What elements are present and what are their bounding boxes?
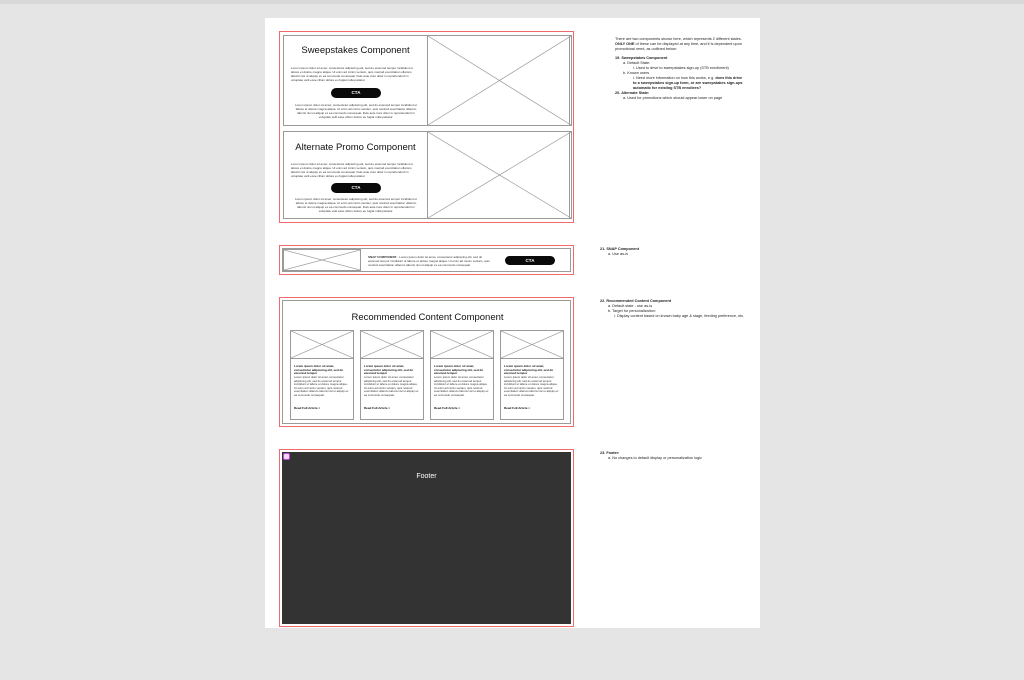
notes-recommended: 22. Recommended Content Component a. Default state - use as-is b. Target for personalization: i. Display content based on known baby age & stage, feeding preference, etc. [600, 299, 745, 318]
alternate-body-top: Lorem ipsum dolor sit amet, consectetur adipiscing elit, sed do eiusmod tempor incididunt ut labore et dolore magna aliqua. Ut enim ad minim veniam, quis nostrud exercitation ullamco laboris nisi ut aliquip ex ea commodo consequat. Duis aute irure dolor in reprehenderit in voluptate velit esse cillum dolore eu fugiat nulla pariatur. [291, 162, 414, 178]
card-title: Lorem ipsum dolor sit amet, consectetur adipiscing elit, sed do eiusmod tempor [504, 364, 554, 376]
recommended-frame[interactable] [279, 297, 574, 427]
notes-intro: There are two components shown here, which represents 2 different states. ONLY ONE of these can be displayed at any time, and it is dependent upon promotional need, as outlined below: 19. Sweepstakes Component a. Default State: i. Used to drive to sweepstakes sign-up (STB enrollment) b. Known users i. Need more information on how this works, e.g. does this drive to a sweepstakes sign-up form, or are sweepstakes sign-ups automatic for existing STB enrollees? 20. Alternate State: a. Used for promotions which should appear lower on page [615, 37, 743, 100]
recommended-content-component [282, 300, 571, 424]
canvas-top-strip [0, 0, 1024, 4]
snap-cta-button[interactable]: CTA [505, 256, 555, 265]
card-body: Lorem ipsum dolor sit amet, consectetur adipiscing elit, sed do eiusmod tempor incididunt ut labore et dolore magna aliqua. Ut enim ad minim veniam, quis nostrud exercitation ullamco laboris nisi ut aliquip ex ea commodo consequat. [504, 375, 559, 397]
card-body: Lorem ipsum dolor sit amet, consectetur adipiscing elit, sed do eiusmod tempor incididunt ut labore et dolore magna aliqua. Ut enim ad minim veniam, quis nostrud exercitation ullamco laboris nisi ut aliquip ex ea commodo consequat. [364, 375, 419, 397]
card-title: Lorem ipsum dolor sit amet, consectetur adipiscing elit, sed do eiusmod tempor [364, 364, 414, 376]
alternate-promo-component [283, 131, 570, 219]
sweepstakes-body-top: Lorem ipsum dolor sit amet, consectetur adipiscing elit, sed do eiusmod tempor incididunt ut labore et dolore magna aliqua. Ut enim ad minim veniam, quis nostrud exercitation ullamco laboris nisi ut aliquip ex ea commodo consequat. Duis aute irure dolor in reprehenderit in voluptate velit esse cillum dolore eu fugiat nulla pariatur. [291, 66, 414, 82]
card-body: Lorem ipsum dolor sit amet, consectetur adipiscing elit, sed do eiusmod tempor incididunt ut labore et dolore magna aliqua. Ut enim ad minim veniam, quis nostrud exercitation ullamco laboris nisi ut aliquip ex ea commodo consequat. [434, 375, 489, 397]
card-title: Lorem ipsum dolor sit amet, consectetur adipiscing elit, sed do eiusmod tempor [294, 364, 344, 376]
alternate-image-placeholder [427, 131, 572, 219]
content-card[interactable] [500, 330, 564, 420]
snap-text: - Lorem ipsum dolor sit amet, consectetur adipiscing elit, sed do eiusmod tempor incididunt ut labore et dolore magna aliqua. Ut enim ad minim veniam, quis nostrud exercitation ullamco laboris nisi ut aliquip ex ea commodo consequat. [368, 255, 490, 267]
card-body: Lorem ipsum dolor sit amet, consectetur adipiscing elit, sed do eiusmod tempor incididunt ut labore et dolore magna aliqua. Ut enim ad minim veniam, quis nostrud exercitation ullamco laboris nisi ut aliquip ex ea commodo consequat. [294, 375, 349, 397]
sweepstakes-cta-button[interactable]: CTA [331, 88, 381, 98]
content-card[interactable] [290, 330, 354, 420]
footer-frame[interactable] [279, 449, 574, 627]
sweepstakes-component [283, 35, 570, 126]
component-badge-icon [283, 453, 290, 460]
read-full-article-link[interactable]: Read Full Article > [504, 406, 531, 410]
sweepstakes-image-placeholder [427, 35, 572, 126]
card-image-placeholder [361, 331, 423, 359]
snap-frame[interactable] [279, 245, 574, 275]
notes-snap: 21. SNAP Component a. Use as-is [600, 247, 639, 256]
read-full-article-link[interactable]: Read Full Article > [364, 406, 391, 410]
card-image-placeholder [291, 331, 353, 359]
notes-footer: 23. Footer: a. No changes to default display or personalization logic [600, 451, 702, 460]
recommended-title: Recommended Content Component [351, 312, 504, 323]
wireframe-page [265, 18, 760, 628]
snap-image-placeholder [283, 249, 361, 271]
snap-label: SNAP COMPONENT [368, 255, 397, 259]
content-card[interactable] [430, 330, 494, 420]
content-card[interactable] [360, 330, 424, 420]
alternate-promo-title: Alternate Promo Component [295, 142, 416, 153]
footer-component [282, 452, 571, 624]
footer-label: Footer [416, 473, 437, 480]
read-full-article-link[interactable]: Read Full Article > [434, 406, 461, 410]
sweepstakes-title: Sweepstakes Component [301, 45, 410, 56]
alternate-body-bottom: Lorem ipsum dolor sit amet, consectetur adipiscing elit, sed do eiusmod tempor incididunt ut labore et dolore magna aliqua. Ut enim ad minim veniam, quis nostrud exercitation ullamco laboris nisi ut aliquip ex ea commodo consequat. Duis aute irure dolor in reprehenderit in voluptate velit esse cillum dolore eu fugiat nulla pariatur. [294, 197, 418, 213]
promo-frame[interactable] [279, 31, 574, 223]
card-title: Lorem ipsum dolor sit amet, consectetur adipiscing elit, sed do eiusmod tempor [434, 364, 484, 376]
read-full-article-link[interactable]: Read Full Article > [294, 406, 321, 410]
card-image-placeholder [431, 331, 493, 359]
card-image-placeholder [501, 331, 563, 359]
snap-component [282, 248, 571, 272]
sweepstakes-body-bottom: Lorem ipsum dolor sit amet, consectetur adipiscing elit, sed do eiusmod tempor incididunt ut labore et dolore magna aliqua. Ut enim ad minim veniam, quis nostrud exercitation ullamco laboris nisi ut aliquip ex ea commodo consequat. Duis aute irure dolor in reprehenderit in voluptate velit esse cillum dolore eu fugiat nulla pariatur. [294, 103, 418, 119]
alternate-cta-button[interactable]: CTA [331, 183, 381, 193]
